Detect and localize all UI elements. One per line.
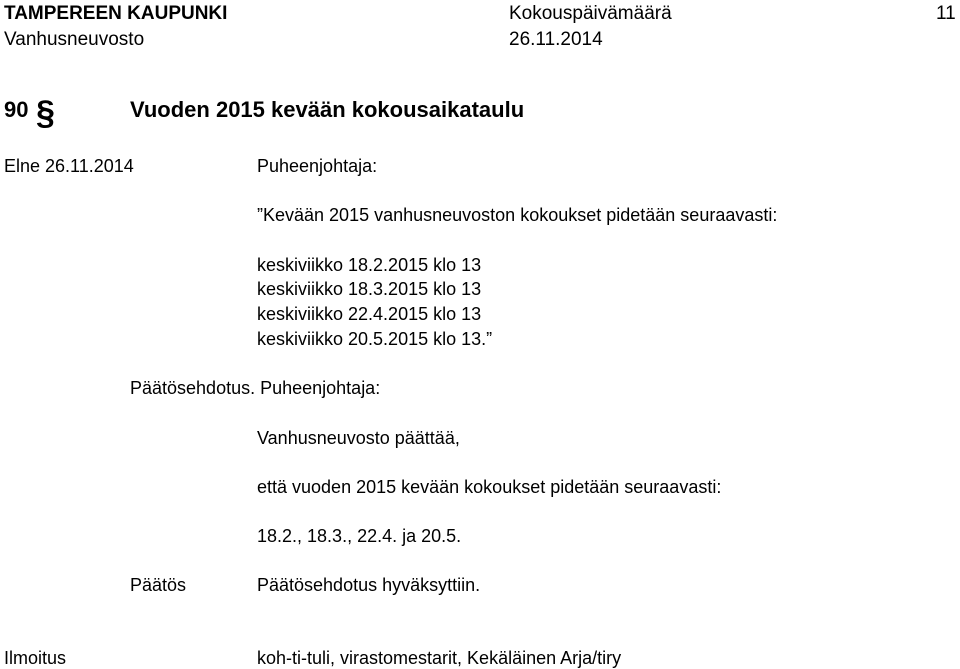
notice-label: Ilmoitus	[4, 648, 67, 668]
page-number: 11	[936, 3, 956, 24]
header-org: TAMPEREEN KAUPUNKI	[4, 3, 228, 24]
proposal-label: Päätösehdotus. Puheenjohtaja:	[130, 378, 381, 398]
header-body: Vanhusneuvosto	[4, 29, 145, 50]
meeting-item: keskiviikko 20.5.2015 klo 13.”	[257, 329, 493, 349]
notice-text: koh-ti-tuli, virastomestarit, Kekäläinen Arja/tiry	[257, 648, 622, 668]
preparer-label: Elne 26.11.2014	[4, 156, 134, 176]
preparer-role: Puheenjohtaja:	[257, 156, 378, 176]
intro-text: ”Kevään 2015 vanhusneuvoston kokoukset pidetään seuraavasti:	[257, 205, 778, 225]
proposal-line-1: Vanhusneuvosto päättää,	[257, 428, 460, 448]
decision-text: Päätösehdotus hyväksyttiin.	[257, 575, 481, 595]
proposal-line-3: 18.2., 18.3., 22.4. ja 20.5.	[257, 526, 462, 546]
item-title: Vuoden 2015 kevään kokousaikataulu	[130, 97, 525, 122]
section-symbol: §	[36, 94, 55, 132]
decision-label: Päätös	[130, 575, 187, 595]
meeting-item: keskiviikko 18.2.2015 klo 13	[257, 255, 482, 275]
item-number: 90	[4, 97, 29, 122]
meeting-item: keskiviikko 18.3.2015 klo 13	[257, 279, 482, 299]
header-date-label: Kokouspäivämäärä	[509, 3, 672, 24]
proposal-line-2: että vuoden 2015 kevään kokoukset pidetään seuraavasti:	[257, 477, 722, 497]
meeting-item: keskiviikko 22.4.2015 klo 13	[257, 304, 482, 324]
header-date: 26.11.2014	[509, 29, 603, 50]
